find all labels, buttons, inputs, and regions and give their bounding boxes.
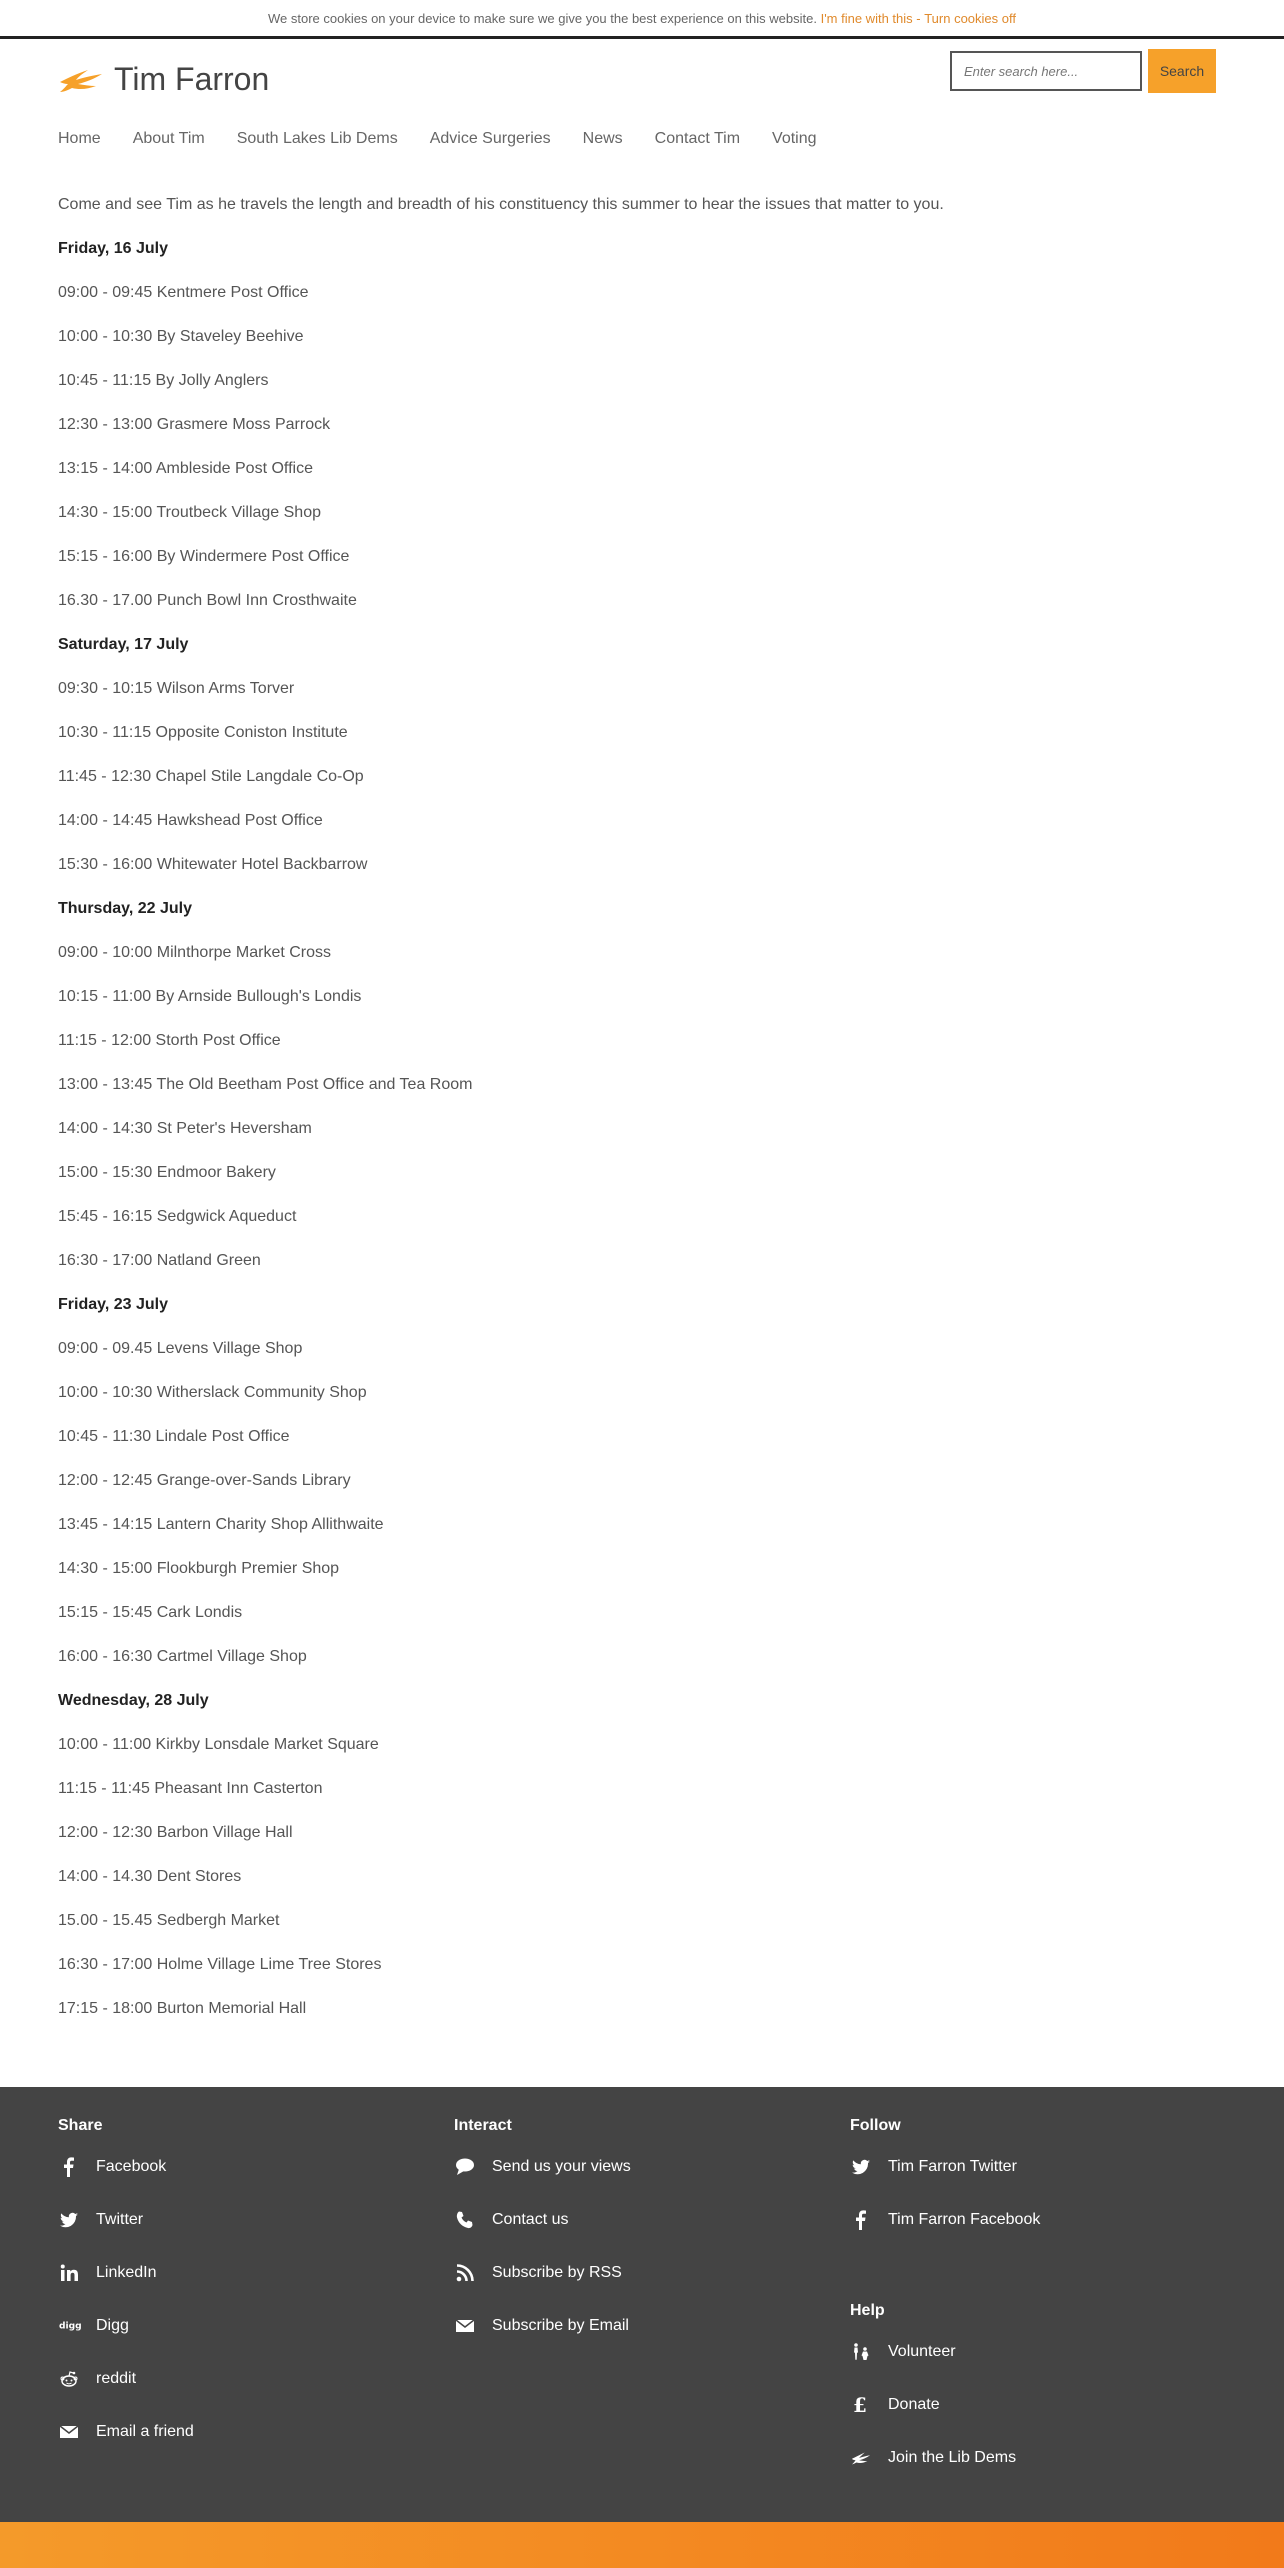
search-button[interactable]: Search [1148, 49, 1216, 93]
cookie-reject-link[interactable]: Turn cookies off [924, 10, 1016, 26]
schedule-item: 13:15 - 14:00 Ambleside Post Office [58, 460, 313, 477]
schedule-item: 09:00 - 09.45 Levens Village Shop [58, 1340, 303, 1357]
share-linkedin-label: LinkedIn [96, 2263, 157, 2281]
share-reddit-label: reddit [96, 2369, 137, 2387]
day-heading: Friday, 16 July [58, 240, 168, 257]
schedule-item: 15.00 - 15.45 Sedbergh Market [58, 1912, 280, 1929]
twitter-icon [850, 2156, 872, 2178]
intro-text: Come and see Tim as he travels the length and breadth of his constituency this summer to hear the issues that matter to you. [58, 196, 944, 213]
schedule-item: 10:45 - 11:30 Lindale Post Office [58, 1428, 290, 1445]
share-reddit-link[interactable] [58, 2352, 418, 2405]
site-title: Tim Farron [114, 61, 270, 97]
schedule-item: 16:00 - 16:30 Cartmel Village Shop [58, 1648, 307, 1665]
schedule-item: 15:00 - 15:30 Endmoor Bakery [58, 1164, 276, 1181]
schedule-item: 16:30 - 17:00 Holme Village Lime Tree Stores [58, 1956, 382, 1973]
send-views-link[interactable] [454, 2140, 814, 2193]
nav-item-home[interactable]: Home [58, 130, 101, 147]
site-header [0, 39, 1284, 114]
nav-item-voting[interactable]: Voting [772, 130, 817, 147]
footer-share-heading: Share [58, 2117, 103, 2134]
cookie-message: We store cookies on your device to make sure we give you the best experience on this website. [268, 10, 817, 26]
schedule-item: 14:30 - 15:00 Flookburgh Premier Shop [58, 1560, 340, 1577]
schedule-item: 10:15 - 11:00 By Arnside Bullough's Londis [58, 988, 362, 1005]
share-email-label: Email a friend [96, 2422, 194, 2440]
cookie-bar [0, 0, 1284, 39]
nav-item-south-lakes-lib-dems[interactable]: South Lakes Lib Dems [236, 130, 398, 147]
schedule-item: 16:30 - 17:00 Natland Green [58, 1252, 261, 1269]
follow-facebook-link[interactable] [850, 2193, 1210, 2246]
day-heading: Friday, 23 July [58, 1296, 168, 1313]
schedule-item: 15:15 - 16:00 By Windermere Post Office [58, 548, 350, 565]
cookie-accept-link[interactable]: I'm fine with this [820, 10, 913, 26]
contact-us-label: Contact us [492, 2210, 569, 2228]
search-form [950, 51, 1216, 93]
day-heading: Saturday, 17 July [58, 636, 189, 653]
join-lib-dems-label: Join the Lib Dems [888, 2448, 1017, 2466]
day-heading: Thursday, 22 July [58, 900, 192, 917]
search-input[interactable] [950, 51, 1142, 91]
follow-facebook-label: Tim Farron Facebook [888, 2210, 1041, 2228]
schedule-item: 09:00 - 09:45 Kentmere Post Office [58, 284, 309, 301]
footer-help-heading: Help [850, 2302, 885, 2319]
share-twitter-link[interactable] [58, 2193, 418, 2246]
main-content [0, 164, 1284, 2018]
share-email-link[interactable] [58, 2405, 418, 2458]
bird-icon [850, 2447, 872, 2469]
footer-share-column [58, 2117, 418, 2477]
share-digg-link[interactable] [58, 2299, 418, 2352]
twitter-icon [58, 2209, 80, 2231]
nav-item-news[interactable]: News [582, 130, 623, 147]
share-linkedin-link[interactable] [58, 2246, 418, 2299]
schedule-item: 11:15 - 11:45 Pheasant Inn Casterton [58, 1780, 323, 1797]
schedule-item: 13:00 - 13:45 The Old Beetham Post Office and Tea Room [58, 1076, 473, 1093]
digg-icon [58, 2315, 80, 2337]
subscribe-rss-label: Subscribe by RSS [492, 2263, 622, 2281]
schedule-item: 09:00 - 10:00 Milnthorpe Market Cross [58, 944, 332, 961]
site-footer [0, 2087, 1284, 2522]
schedule-item: 10:45 - 11:15 By Jolly Anglers [58, 372, 269, 389]
contact-us-link[interactable] [454, 2193, 814, 2246]
donate-label: Donate [888, 2395, 940, 2413]
email-icon [454, 2315, 476, 2337]
schedule-item: 12:30 - 13:00 Grasmere Moss Parrock [58, 416, 331, 433]
schedule-item: 10:00 - 10:30 By Staveley Beehive [58, 328, 304, 345]
schedule-item: 17:15 - 18:00 Burton Memorial Hall [58, 2000, 307, 2017]
schedule-item: 14:30 - 15:00 Troutbeck Village Shop [58, 504, 321, 521]
email-icon [58, 2421, 80, 2443]
send-views-label: Send us your views [492, 2157, 631, 2175]
schedule-item: 10:00 - 11:00 Kirkby Lonsdale Market Square [58, 1736, 379, 1753]
schedule-item: 15:15 - 15:45 Cark Londis [58, 1604, 243, 1621]
facebook-icon [850, 2209, 872, 2231]
day-heading: Wednesday, 28 July [58, 1692, 209, 1709]
subscribe-rss-link[interactable] [454, 2246, 814, 2299]
subscribe-email-label: Subscribe by Email [492, 2316, 629, 2334]
speech-bubble-icon [454, 2156, 476, 2178]
share-twitter-label: Twitter [96, 2210, 144, 2228]
donate-link[interactable] [850, 2378, 1210, 2431]
schedule-item: 14:00 - 14:30 St Peter's Heversham [58, 1120, 312, 1137]
nav-item-advice-surgeries[interactable]: Advice Surgeries [429, 130, 551, 147]
share-digg-label: Digg [96, 2316, 129, 2334]
schedule-item: 12:00 - 12:30 Barbon Village Hall [58, 1824, 293, 1841]
reddit-icon [58, 2368, 80, 2390]
site-logo[interactable] [58, 61, 269, 98]
main-nav [0, 114, 1284, 164]
nav-item-contact-tim[interactable]: Contact Tim [654, 130, 741, 147]
footer-interact-column [454, 2117, 814, 2371]
nav-item-about-tim[interactable]: About Tim [132, 130, 205, 147]
schedule-item: 13:45 - 14:15 Lantern Charity Shop Allithwaite [58, 1516, 384, 1533]
schedule-item: 11:45 - 12:30 Chapel Stile Langdale Co-Op [58, 768, 364, 785]
follow-twitter-label: Tim Farron Twitter [888, 2157, 1017, 2175]
share-facebook-link[interactable] [58, 2140, 418, 2193]
footer-spacer [850, 2265, 1210, 2302]
volunteer-link[interactable] [850, 2325, 1210, 2378]
schedule-item: 12:00 - 12:45 Grange-over-Sands Library [58, 1472, 351, 1489]
schedule-item: 16.30 - 17.00 Punch Bowl Inn Crosthwaite [58, 592, 357, 609]
schedule-item: 11:15 - 12:00 Storth Post Office [58, 1032, 281, 1049]
footer-interact-heading: Interact [454, 2117, 512, 2134]
footer-follow-heading: Follow [850, 2117, 901, 2134]
schedule-item: 15:30 - 16:00 Whitewater Hotel Backbarrow [58, 856, 368, 873]
schedule-item: 10:00 - 10:30 Witherslack Community Shop [58, 1384, 367, 1401]
cookie-separator: - [912, 10, 925, 26]
pound-icon [850, 2394, 872, 2416]
svg-text:digg: digg [59, 2321, 82, 2332]
join-lib-dems-link[interactable] [850, 2431, 1210, 2484]
footer-follow-column [850, 2117, 1210, 2503]
linkedin-icon [58, 2262, 80, 2284]
schedule-item: 09:30 - 10:15 Wilson Arms Torver [58, 680, 295, 697]
share-facebook-label: Facebook [96, 2157, 167, 2175]
schedule-item: 10:30 - 11:15 Opposite Coniston Institute [58, 724, 348, 741]
svg-text:£: £ [853, 2392, 867, 2417]
people-icon [850, 2341, 872, 2363]
facebook-icon [58, 2156, 80, 2178]
schedule-item: 15:45 - 16:15 Sedgwick Aqueduct [58, 1208, 297, 1225]
schedule-item: 14:00 - 14:45 Hawkshead Post Office [58, 812, 323, 829]
footer-orange-band [0, 2522, 1284, 2568]
rss-icon [454, 2262, 476, 2284]
phone-icon [454, 2209, 476, 2231]
volunteer-label: Volunteer [888, 2342, 956, 2360]
lib-dem-bird-logo-icon [58, 64, 104, 96]
schedule-item: 14:00 - 14.30 Dent Stores [58, 1868, 242, 1885]
subscribe-email-link[interactable] [454, 2299, 814, 2352]
follow-twitter-link[interactable] [850, 2140, 1210, 2193]
